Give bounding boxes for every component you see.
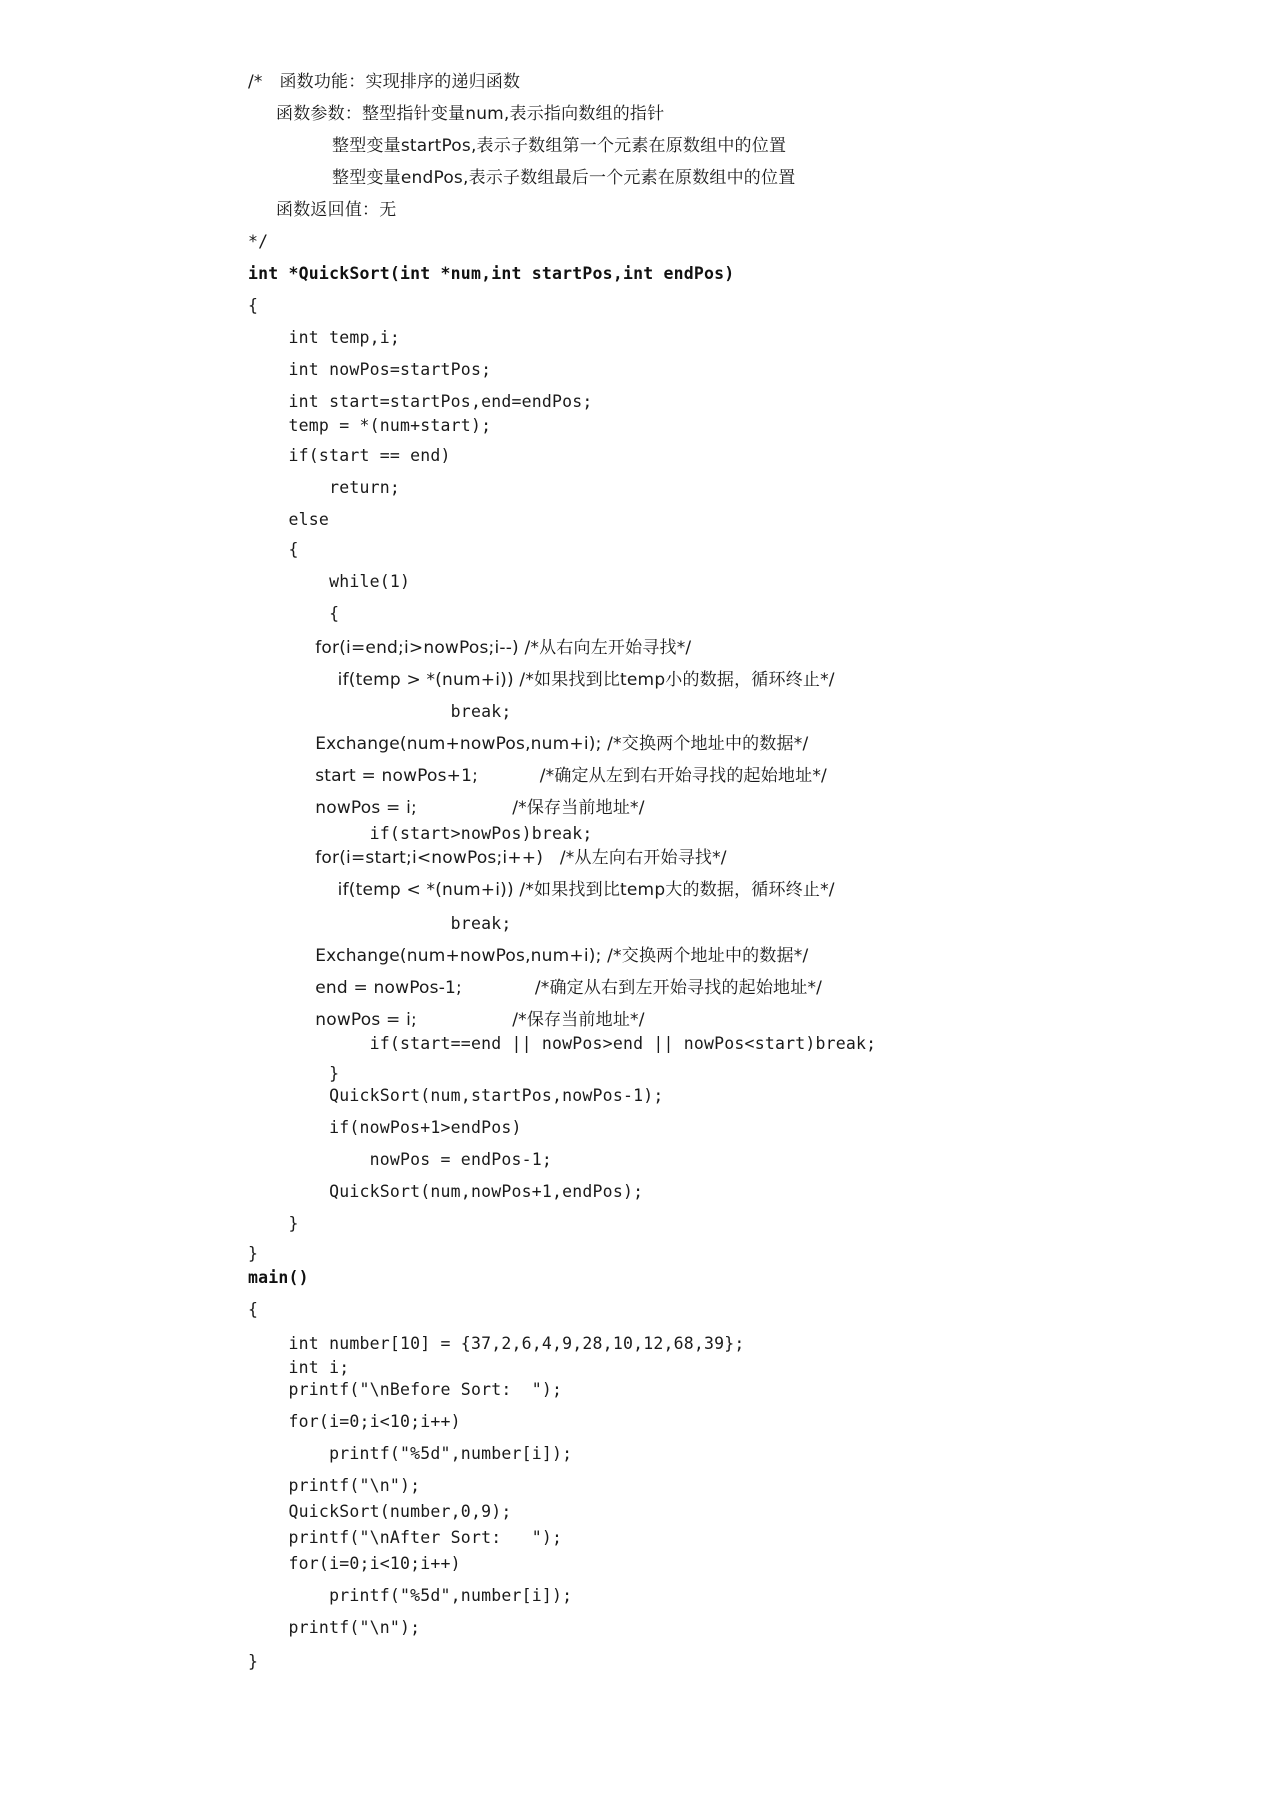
code-line: QuickSort(num,nowPos+1,endPos);: [248, 1182, 644, 1201]
comment-line: 函数返回值：无: [248, 200, 397, 220]
code-line: QuickSort(num,startPos,nowPos-1);: [248, 1086, 664, 1105]
code-line: {: [248, 540, 299, 559]
code-line: printf("%5d",number[i]);: [248, 1586, 573, 1605]
code-line: if(temp > *(num+i)) /*如果找到比temp小的数据，循环终止*/: [248, 670, 835, 690]
quicksort-signature: int *QuickSort(int *num,int startPos,int endPos): [248, 264, 735, 283]
code-line: if(start == end): [248, 446, 451, 465]
code-line: for(i=0;i<10;i++): [248, 1412, 461, 1431]
code-line: printf("%5d",number[i]);: [248, 1444, 573, 1463]
code-line: Exchange(num+nowPos,num+i); /*交换两个地址中的数据*/: [248, 946, 809, 966]
comment-line: 函数参数：整型指针变量num,表示指向数组的指针: [248, 104, 665, 124]
code-line: for(i=start;i<nowPos;i++) /*从左向右开始寻找*/: [248, 848, 727, 868]
code-line: start = nowPos+1; /*确定从左到右开始寻找的起始地址*/: [248, 766, 827, 786]
code-line: if(start>nowPos)break;: [248, 824, 593, 843]
code-line: for(i=end;i>nowPos;i--) /*从右向左开始寻找*/: [248, 638, 692, 658]
code-line: else: [248, 510, 330, 529]
code-line: int temp,i;: [248, 328, 401, 347]
code-line: QuickSort(number,0,9);: [248, 1502, 512, 1521]
code-line: temp = *(num+start);: [248, 416, 492, 435]
code-line: nowPos = i; /*保存当前地址*/: [248, 1010, 645, 1030]
code-line: int i;: [248, 1358, 350, 1377]
code-line: {: [248, 296, 259, 315]
code-line: }: [248, 1064, 340, 1083]
code-line: }: [248, 1214, 299, 1233]
code-line: Exchange(num+nowPos,num+i); /*交换两个地址中的数据*/: [248, 734, 809, 754]
code-line: break;: [248, 702, 512, 721]
code-line: while(1): [248, 572, 411, 591]
code-line: printf("\n");: [248, 1476, 421, 1495]
code-line: }: [248, 1244, 259, 1263]
code-line: return;: [248, 478, 401, 497]
code-line: nowPos = i; /*保存当前地址*/: [248, 798, 645, 818]
code-line: printf("\nAfter Sort: ");: [248, 1528, 563, 1547]
code-line: int start=startPos,end=endPos;: [248, 392, 593, 411]
code-line: printf("\n");: [248, 1618, 421, 1637]
code-line: if(nowPos+1>endPos): [248, 1118, 522, 1137]
main-signature: main(): [248, 1268, 309, 1287]
code-line: int nowPos=startPos;: [248, 360, 492, 379]
code-line: {: [248, 604, 340, 623]
code-line: printf("\nBefore Sort: ");: [248, 1380, 563, 1399]
code-line: end = nowPos-1; /*确定从右到左开始寻找的起始地址*/: [248, 978, 823, 998]
comment-end: */: [248, 232, 269, 251]
code-line: {: [248, 1300, 259, 1319]
comment-line: 整型变量endPos,表示子数组最后一个元素在原数组中的位置: [248, 168, 796, 188]
code-line: if(temp < *(num+i)) /*如果找到比temp大的数据，循环终止*/: [248, 880, 835, 900]
comment-line: 整型变量startPos,表示子数组第一个元素在原数组中的位置: [248, 136, 787, 156]
comment-line: /* 函数功能：实现排序的递归函数: [248, 72, 521, 92]
code-line: nowPos = endPos-1;: [248, 1150, 553, 1169]
code-line: }: [248, 1652, 259, 1671]
code-line: break;: [248, 914, 512, 933]
code-line: int number[10] = {37,2,6,4,9,28,10,12,68,39};: [248, 1334, 745, 1353]
code-line: for(i=0;i<10;i++): [248, 1554, 461, 1573]
code-line: if(start==end || nowPos>end || nowPos<start)break;: [248, 1034, 877, 1053]
